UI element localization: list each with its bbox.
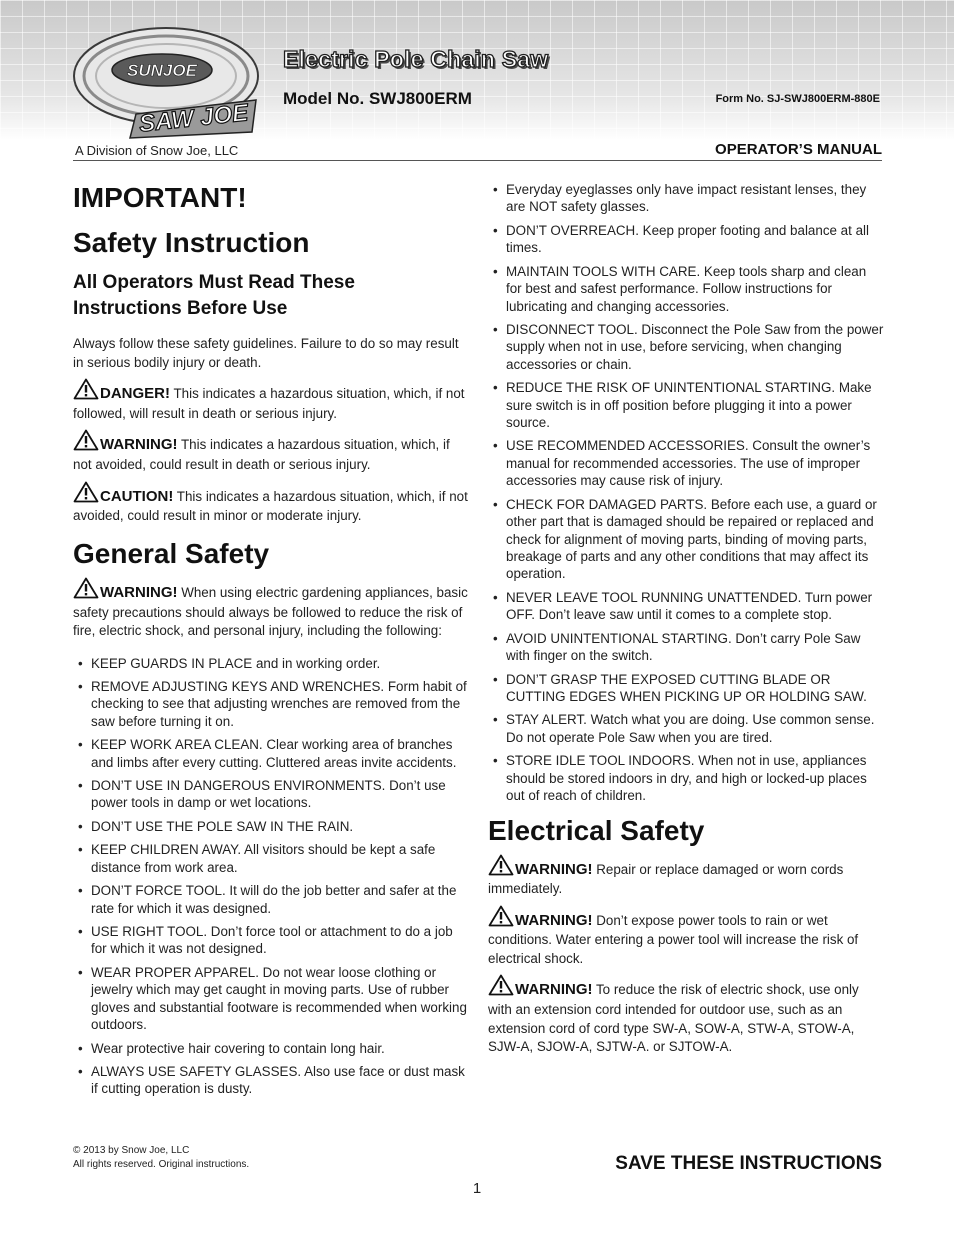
warning-triangle-icon: [488, 905, 514, 927]
sunjoe-sawjoe-logo: [70, 22, 270, 140]
electrical-warning-paragraph: [488, 905, 884, 969]
model-number: Model No. SWJ800ERM: [283, 89, 472, 108]
copyright-line: © 2013 by Snow Joe, LLC: [73, 1145, 190, 1156]
header-divider: [73, 160, 882, 161]
warning-signal-word: WARNING!: [100, 436, 178, 454]
page-number: 1: [472, 1180, 482, 1197]
list-item: • KEEP GUARDS IN PLACE and in working order.: [91, 655, 468, 672]
list-item: • DON’T OVERREACH. Keep proper footing and balance at all times.: [506, 222, 884, 257]
important-heading: IMPORTANT!: [73, 182, 247, 213]
rights-line: All rights reserved. Original instructions.: [73, 1158, 250, 1170]
electrical-warning-paragraph: [488, 854, 884, 899]
warning-triangle-icon: [73, 378, 99, 400]
list-item: • STAY ALERT. Watch what you are doing. Use common sense. Do not operate Pole Saw when you are tired.: [506, 711, 884, 746]
warning-paragraph: [73, 429, 468, 474]
electrical-warning-text: Repair or replace damaged or worn cords immediately.: [488, 861, 844, 897]
list-item: • USE RIGHT TOOL. Don’t force tool or attachment to do a job for which it was not designed.: [91, 923, 468, 958]
list-item: • KEEP CHILDREN AWAY. All visitors should be kept a safe distance from work area.: [91, 841, 468, 876]
right-column: [488, 181, 884, 1057]
general-warning-text: When using electric gardening appliances, basic safety precautions should always be followed to reduce the risk of fire, electric shock, and personal injury, including the following:: [73, 584, 468, 639]
list-item: • NEVER LEAVE TOOL RUNNING UNATTENDED. Turn power OFF. Don’t leave saw until it comes to a complete stop.: [506, 589, 884, 624]
save-instructions-label: SAVE THESE INSTRUCTIONS: [615, 1153, 882, 1174]
electrical-safety-heading: Electrical Safety: [488, 814, 705, 846]
electrical-warning-signal-word: WARNING!: [515, 981, 593, 999]
electrical-warning-text: To reduce the risk of electric shock, use only with an extension cord intended for outdoor use, such as an extension cord of cord type SW-A, SOW-A, STW-A, STOW-A, SJW-A, SJOW-A, SJTW-A. or SJTOW-A.: [488, 982, 859, 1055]
list-item: • WEAR PROPER APPAREL. Do not wear loose clothing or jewelry which may get caught in moving parts. Use of rubber gloves and substantial footware is recommended when working outdoors.: [91, 964, 468, 1034]
list-item: • DON’T GRASP THE EXPOSED CUTTING BLADE OR CUTTING EDGES WHEN PICKING UP OR HOLDING SAW.: [506, 671, 884, 706]
list-item: • MAINTAIN TOOLS WITH CARE. Keep tools sharp and clean for best and safest performance. Follow instructions for lubricating and changing accessories.: [506, 263, 884, 315]
caution-paragraph: [73, 481, 468, 526]
list-item: • AVOID UNINTENTIONAL STARTING. Don’t carry Pole Saw with finger on the switch.: [506, 630, 884, 665]
svg-text:SUNJOE: SUNJOE: [127, 61, 197, 80]
general-safety-list-continued: [488, 181, 884, 805]
list-item: • Everyday eyeglasses only have impact resistant lenses, they are NOT safety glasses.: [506, 181, 884, 216]
general-warning-signal-word: WARNING!: [100, 583, 178, 601]
warning-triangle-icon: [73, 577, 99, 599]
safety-instruction-heading: Safety Instruction: [73, 227, 310, 258]
division-label: A Division of Snow Joe, LLC: [75, 143, 239, 158]
left-column: [73, 176, 468, 1104]
danger-text: This indicates a hazardous situation, which, if not followed, will result in death or serious injury.: [73, 386, 465, 421]
list-item: • KEEP WORK AREA CLEAN. Clear working area of branches and limbs after every cutting. Cluttered areas invite accidents.: [91, 736, 468, 771]
list-item: • Wear protective hair covering to contain long hair.: [91, 1040, 468, 1057]
operators-must-read-subheading: All Operators Must Read These Instructions Before Use: [73, 272, 355, 319]
warning-triangle-icon: [73, 429, 99, 451]
list-item: • ALWAYS USE SAFETY GLASSES. Also use face or dust mask if cutting operation is dusty.: [91, 1063, 468, 1098]
list-item: • CHECK FOR DAMAGED PARTS. Before each use, a guard or other part that is damaged should be repaired or replaced and check for alignment of moving parts, binding of moving parts, breakage of parts and any other conditions that may affect its operation.: [506, 496, 884, 583]
general-safety-heading: General Safety: [73, 537, 270, 569]
general-warning-paragraph: [73, 577, 468, 641]
electrical-warning-paragraph: [488, 974, 884, 1056]
intro-paragraph: Always follow these safety guidelines. Failure to do so may result in serious bodily injury or death.: [73, 336, 459, 370]
danger-signal-word: DANGER!: [100, 385, 170, 403]
electrical-warning-text: Don’t expose power tools to rain or wet conditions. Water entering a power tool will increase the risk of electrical shock.: [488, 912, 859, 966]
caution-signal-word: CAUTION!: [100, 487, 174, 505]
operators-manual-label: OPERATOR’S MANUAL: [715, 141, 882, 158]
list-item: • DON’T USE IN DANGEROUS ENVIRONMENTS. Don’t use power tools in damp or wet locations.: [91, 777, 468, 812]
list-item: • DON’T FORCE TOOL. It will do the job better and safer at the rate for which it was designed.: [91, 882, 468, 917]
electrical-warning-signal-word: WARNING!: [515, 860, 593, 878]
product-title: Electric Pole Chain Saw: [283, 46, 549, 72]
list-item: • DON’T USE THE POLE SAW IN THE RAIN.: [91, 818, 468, 835]
list-item: • USE RECOMMENDED ACCESSORIES. Consult the owner’s manual for recommended accessories. The use of improper accessories may cause risk of injury.: [506, 437, 884, 489]
general-safety-list: [73, 655, 468, 1098]
danger-paragraph: [73, 378, 468, 423]
copyright-notice: [73, 1144, 249, 1171]
list-item: • REMOVE ADJUSTING KEYS AND WRENCHES. Form habit of checking to see that adjusting wrenches are removed from the saw before turning it on.: [91, 678, 468, 730]
warning-triangle-icon: [488, 974, 514, 996]
form-number: Form No. SJ-SWJ800ERM-880E: [715, 93, 880, 105]
warning-triangle-icon: [73, 481, 99, 503]
list-item: • STORE IDLE TOOL INDOORS. When not in use, appliances should be stored indoors in dry, and high or locked-up places out of reach of children.: [506, 752, 884, 804]
svg-text:SAW JOE: SAW JOE: [137, 99, 250, 138]
warning-text: This indicates a hazardous situation, which, if not avoided, could result in death or serious injury.: [73, 437, 450, 473]
electrical-warning-signal-word: WARNING!: [515, 911, 593, 929]
caution-text: This indicates a hazardous situation, which, if not avoided, could result in minor or moderate injury.: [73, 488, 468, 524]
list-item: • REDUCE THE RISK OF UNINTENTIONAL STARTING. Make sure switch is in off position before plugging it into a power source.: [506, 379, 884, 431]
list-item: • DISCONNECT TOOL. Disconnect the Pole Saw from the power supply when not in use, before servicing, when changing accessories or chain.: [506, 321, 884, 373]
warning-triangle-icon: [488, 854, 514, 876]
